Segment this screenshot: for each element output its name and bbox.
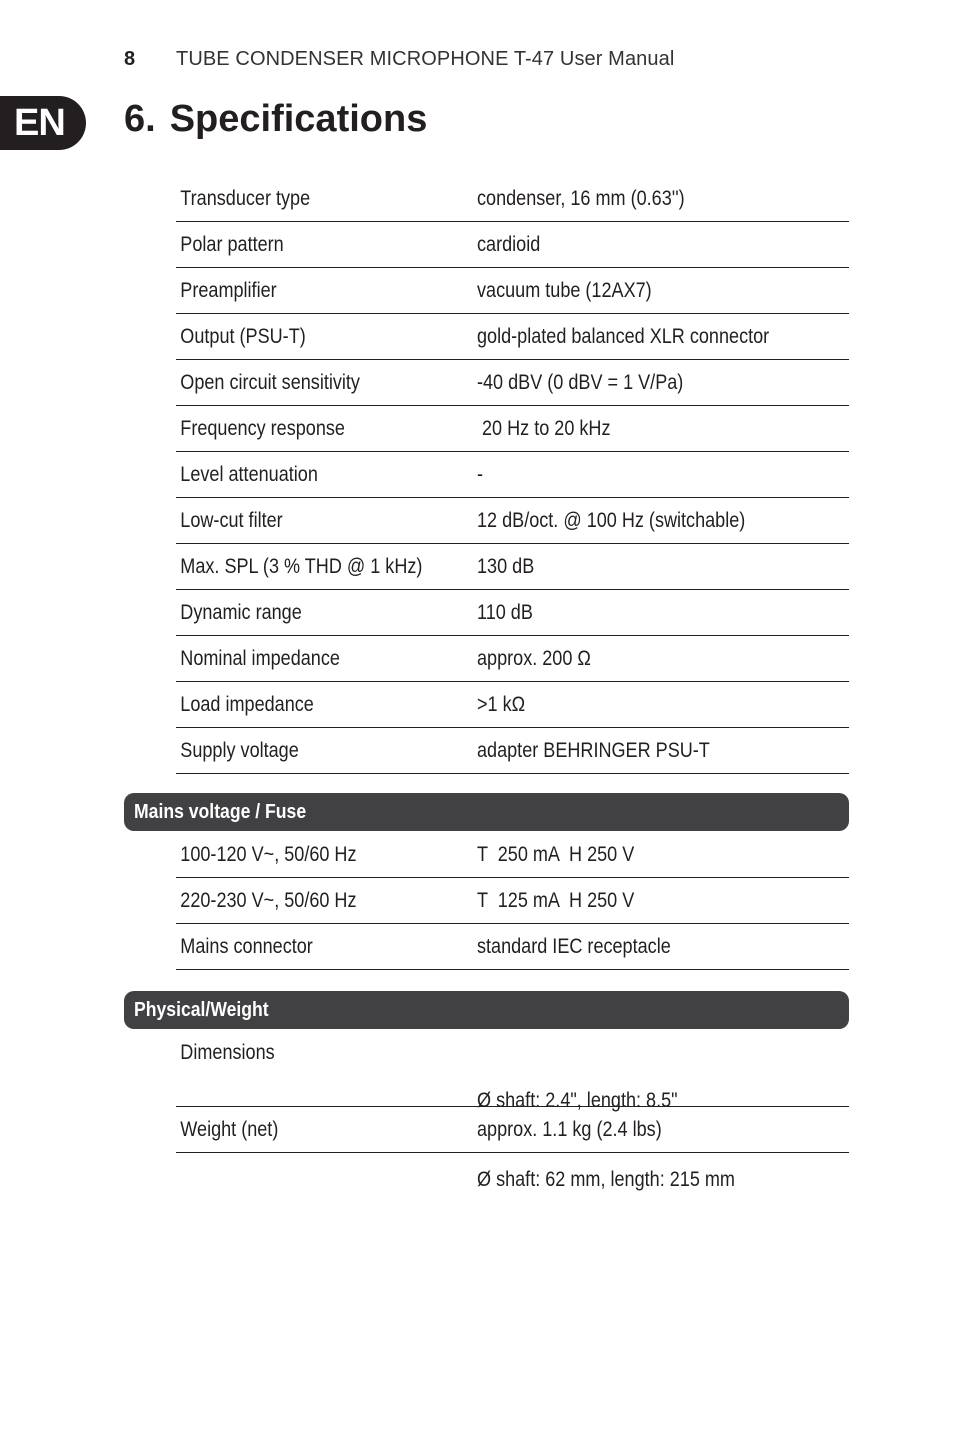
spec-row-load-impedance xyxy=(176,682,849,728)
spec-row-dynamic-range xyxy=(176,590,849,636)
spec-row-mains-220-230 xyxy=(176,878,849,924)
spec-value: 12 dB/oct. @ 100 Hz (switchable) xyxy=(477,508,746,532)
spec-row-output xyxy=(176,314,849,360)
spec-value: vacuum tube (12AX7) xyxy=(477,278,652,302)
section-heading: Specifications xyxy=(169,98,428,140)
spec-label: Polar pattern xyxy=(180,232,284,256)
spec-value: standard IEC receptacle xyxy=(477,934,671,958)
spec-value: gold-plated balanced XLR connector xyxy=(477,324,770,348)
section-title xyxy=(124,94,427,144)
spec-label: Low-cut filter xyxy=(180,508,283,532)
spec-row-max-spl xyxy=(176,544,849,590)
spec-row-frequency-response xyxy=(176,406,849,452)
mains-specs-table xyxy=(176,832,849,970)
dimensions-mm: Ø shaft: 62 mm, length: 215 mm xyxy=(477,1168,735,1191)
spec-label: Transducer type xyxy=(180,186,311,210)
spec-value: 130 dB xyxy=(477,554,535,578)
spec-label: Preamplifier xyxy=(180,278,277,302)
spec-value: approx. 1.1 kg (2.4 lbs) xyxy=(477,1117,662,1141)
spec-value: -40 dBV (0 dBV = 1 V/Pa) xyxy=(477,370,684,394)
page-header xyxy=(124,48,674,71)
spec-row-supply-voltage xyxy=(176,728,849,774)
spec-value: 20 Hz to 20 kHz xyxy=(477,416,611,440)
spec-row-polar-pattern xyxy=(176,222,849,268)
spec-value: adapter BEHRINGER PSU-T xyxy=(477,738,710,762)
spec-label: Dimensions xyxy=(180,1041,275,1064)
physical-specs-table xyxy=(176,1031,849,1191)
spec-value: - xyxy=(477,462,484,486)
dimensions-inches: Ø shaft: 2.4", length: 8.5" xyxy=(477,1089,678,1112)
spec-label: Level attenuation xyxy=(180,462,318,486)
page-number: 8 xyxy=(124,48,136,70)
spec-label: Frequency response xyxy=(180,416,345,440)
mains-section-header: Mains voltage / Fuse xyxy=(124,793,849,831)
spec-label: Nominal impedance xyxy=(180,646,340,670)
spec-value: T 250 mA H 250 V xyxy=(477,842,635,866)
spec-row-mains-100-120 xyxy=(176,832,849,878)
spec-row-level-attenuation xyxy=(176,452,849,498)
spec-label: 100-120 V~, 50/60 Hz xyxy=(180,842,357,866)
spec-row-mains-connector xyxy=(176,924,849,970)
spec-value: condenser, 16 mm (0.63'') xyxy=(477,186,685,210)
language-tab: EN xyxy=(0,96,86,150)
spec-label: Supply voltage xyxy=(180,738,299,762)
spec-label: Load impedance xyxy=(180,692,314,716)
spec-value: cardioid xyxy=(477,232,541,256)
spec-row-preamplifier xyxy=(176,268,849,314)
spec-row-low-cut-filter xyxy=(176,498,849,544)
spec-label: Output (PSU-T) xyxy=(180,324,306,348)
spec-value: T 125 mA H 250 V xyxy=(477,888,635,912)
spec-value: approx. 200 Ω xyxy=(477,646,591,670)
spec-label: Open circuit sensitivity xyxy=(180,370,360,394)
spec-value: 110 dB xyxy=(477,600,533,624)
section-number: 6. xyxy=(124,98,156,140)
spec-label: Mains connector xyxy=(180,934,313,958)
spec-value: >1 kΩ xyxy=(477,692,526,716)
spec-row-nominal-impedance xyxy=(176,636,849,682)
document-title: TUBE CONDENSER MICROPHONE T-47 User Manual xyxy=(176,48,675,70)
spec-label: 220-230 V~, 50/60 Hz xyxy=(180,888,357,912)
spec-label: Weight (net) xyxy=(180,1117,279,1141)
spec-label: Dynamic range xyxy=(180,600,302,624)
spec-row-transducer-type xyxy=(176,176,849,222)
physical-section-header: Physical/Weight xyxy=(124,991,849,1029)
spec-row-open-circuit-sensitivity xyxy=(176,360,849,406)
spec-label: Max. SPL (3 % THD @ 1 kHz) xyxy=(180,554,423,578)
main-specs-table xyxy=(176,176,849,774)
